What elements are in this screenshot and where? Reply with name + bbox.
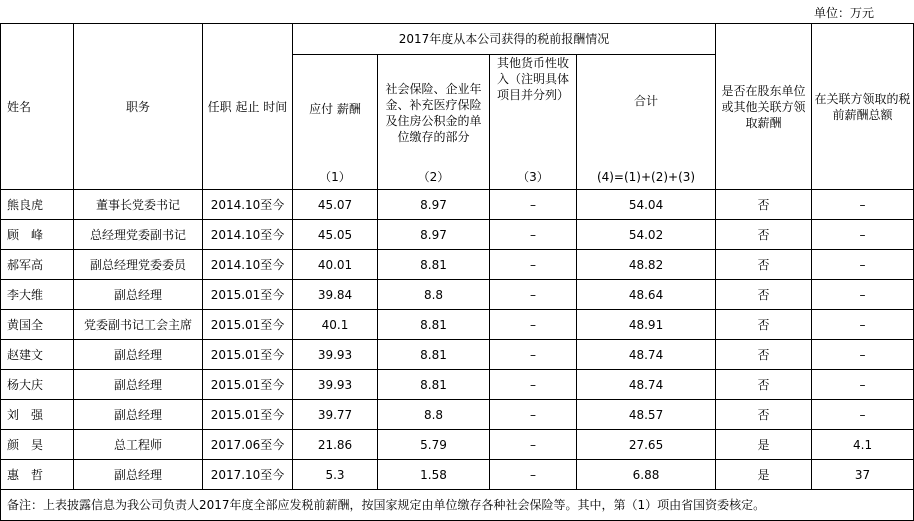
header-related: 是否在股东单位或其他关联方领取薪酬 [716,24,812,190]
cell-name: 颜 昊 [1,430,74,460]
cell-social: 8.97 [378,220,490,250]
cell-term: 2014.10至今 [203,220,293,250]
cell-name: 顾 峰 [1,220,74,250]
cell-other: – [490,280,577,310]
cell-position: 副总经理党委委员 [74,250,203,280]
cell-other: – [490,400,577,430]
cell-other: – [490,250,577,280]
header-salary: 应付 薪酬 [309,102,361,116]
cell-amount: – [812,220,914,250]
cell-related: 否 [716,310,812,340]
cell-name: 杨大庆 [1,370,74,400]
cell-social: 8.81 [378,340,490,370]
table-row [1,340,914,370]
cell-total: 54.02 [577,220,716,250]
cell-related: 否 [716,400,812,430]
cell-social: 8.81 [378,250,490,280]
table-row [1,190,914,220]
cell-social: 8.81 [378,370,490,400]
cell-term: 2017.06至今 [203,430,293,460]
table-row [1,370,914,400]
footnote-row [1,490,914,521]
header-salary-num: （1） [319,170,351,184]
cell-salary: 40.01 [293,250,378,280]
cell-amount: – [812,250,914,280]
cell-position: 副总经理 [74,280,203,310]
cell-position: 副总经理 [74,400,203,430]
table-row [1,280,914,310]
cell-term: 2015.01至今 [203,280,293,310]
cell-term: 2015.01至今 [203,340,293,370]
cell-social: 8.8 [378,400,490,430]
cell-total: 48.74 [577,340,716,370]
header-position: 职务 [74,24,203,190]
cell-salary: 45.05 [293,220,378,250]
cell-other: – [490,190,577,220]
cell-related: 否 [716,220,812,250]
cell-amount: – [812,400,914,430]
header-social-num: （2） [417,170,450,184]
cell-related: 否 [716,370,812,400]
unit-label: 单位：万元 [813,6,874,20]
cell-position: 总经理党委副书记 [74,220,203,250]
cell-salary: 5.3 [293,460,378,490]
cell-term: 2015.01至今 [203,310,293,340]
cell-name: 赵建文 [1,340,74,370]
header-term: 任职 起止 时间 [203,24,293,190]
table-row [1,310,914,340]
cell-amount: – [812,370,914,400]
header-other-num: （3） [517,170,549,184]
cell-total: 48.91 [577,310,716,340]
header-row-1 [1,24,914,55]
header-social: 社会保险、企业年金、补充医疗保险及住房公积金的单位缴存的部分 [385,82,482,144]
cell-position: 总工程师 [74,430,203,460]
header-name: 姓名 [1,24,74,190]
cell-term: 2017.10至今 [203,460,293,490]
table-row [1,430,914,460]
header-total-formula: (4)=(1)+(2)+(3) [596,170,696,184]
compensation-table [0,23,914,521]
cell-salary: 39.84 [293,280,378,310]
cell-social: 5.79 [378,430,490,460]
cell-position: 副总经理 [74,340,203,370]
cell-other: – [490,430,577,460]
cell-amount: – [812,310,914,340]
cell-salary: 45.07 [293,190,378,220]
cell-name: 郝军高 [1,250,74,280]
cell-related: 是 [716,430,812,460]
cell-related: 否 [716,190,812,220]
cell-name: 黄国全 [1,310,74,340]
cell-related: 否 [716,250,812,280]
table-row [1,220,914,250]
table-row [1,250,914,280]
cell-social: 8.97 [378,190,490,220]
cell-related: 否 [716,340,812,370]
cell-social: 8.8 [378,280,490,310]
cell-term: 2015.01至今 [203,400,293,430]
header-other: 其他货币性收入（注明具体项目并分列） [496,56,569,102]
cell-salary: 21.86 [293,430,378,460]
cell-name: 刘 强 [1,400,74,430]
cell-amount: – [812,340,914,370]
cell-name: 李大维 [1,280,74,310]
cell-social: 8.81 [378,310,490,340]
header-salary-cell [293,55,378,190]
footnote: 备注：上表披露信息为我公司负责人2017年度全部应发税前薪酬，按国家规定由单位缴存各种社会保险等。其中，第（1）项由省国资委核定。 [1,490,914,521]
table-row [1,460,914,490]
cell-related: 否 [716,280,812,310]
cell-total: 48.82 [577,250,716,280]
cell-position: 党委副书记工会主席 [74,310,203,340]
cell-total: 6.88 [577,460,716,490]
cell-total: 48.64 [577,280,716,310]
cell-amount: – [812,280,914,310]
cell-other: – [490,370,577,400]
cell-name: 惠 哲 [1,460,74,490]
cell-other: – [490,460,577,490]
cell-term: 2014.10至今 [203,250,293,280]
cell-term: 2014.10至今 [203,190,293,220]
cell-amount: 4.1 [812,430,914,460]
cell-position: 董事长党委书记 [74,190,203,220]
cell-salary: 39.93 [293,340,378,370]
cell-total: 48.74 [577,370,716,400]
table-row [1,400,914,430]
header-total: 合计 [634,94,659,108]
cell-amount: – [812,190,914,220]
cell-amount: 37 [812,460,914,490]
cell-related: 是 [716,460,812,490]
header-other-cell [490,55,577,190]
cell-other: – [490,310,577,340]
cell-position: 副总经理 [74,460,203,490]
cell-total: 54.04 [577,190,716,220]
cell-total: 48.57 [577,400,716,430]
cell-position: 副总经理 [74,370,203,400]
header-total-cell [577,55,716,190]
header-group: 2017年度从本公司获得的税前报酬情况 [293,24,716,55]
cell-term: 2015.01至今 [203,370,293,400]
cell-other: – [490,340,577,370]
cell-salary: 39.77 [293,400,378,430]
cell-total: 27.65 [577,430,716,460]
cell-social: 1.58 [378,460,490,490]
header-related-amount: 在关联方领取的税前薪酬总额 [812,24,914,190]
header-social-cell [378,55,490,190]
cell-other: – [490,220,577,250]
cell-salary: 40.1 [293,310,378,340]
cell-name: 熊良虎 [1,190,74,220]
cell-salary: 39.93 [293,370,378,400]
